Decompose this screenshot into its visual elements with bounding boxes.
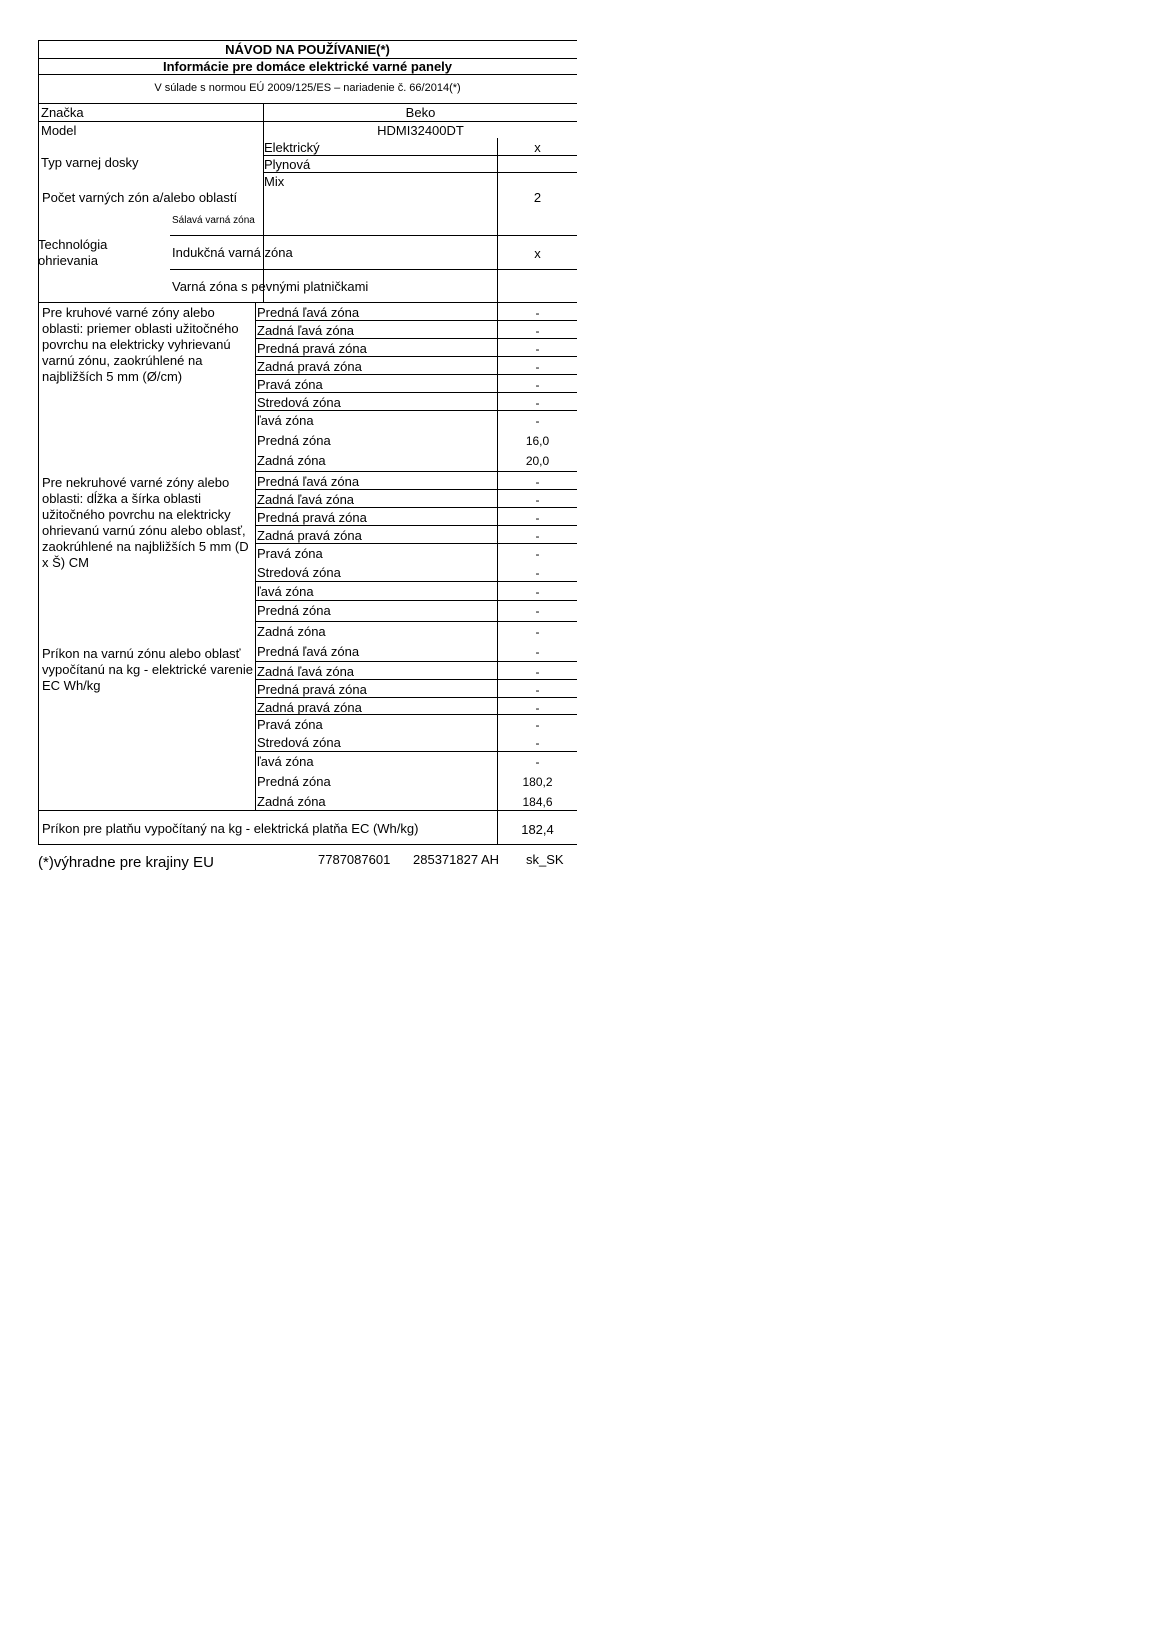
- zone-name: Stredová zóna: [257, 565, 341, 580]
- zone-value: -: [535, 378, 540, 392]
- zone-value: -: [535, 306, 540, 320]
- zone-column-divider: [255, 302, 256, 810]
- zone-value: -: [535, 342, 540, 356]
- hob-type-mix: Mix: [264, 174, 285, 189]
- hob-type-gas: Plynová: [264, 157, 311, 172]
- zone-row-divider: [255, 410, 577, 411]
- zone-name: Pravá zóna: [257, 377, 323, 392]
- zone-row-divider: [255, 543, 577, 544]
- zone-value: -: [535, 493, 540, 507]
- zone-value: 16,0: [525, 434, 550, 448]
- footer-code-2: 285371827 AH: [413, 852, 500, 867]
- heating-solid-plate: Varná zóna s pevnými platničkami: [172, 279, 369, 294]
- footer-code-1: 7787087601: [318, 852, 391, 867]
- zone-value: -: [535, 360, 540, 374]
- zone-value: -: [535, 625, 540, 639]
- zone-name: Stredová zóna: [257, 395, 341, 410]
- zone-row-divider: [255, 374, 577, 375]
- value-column-divider: [497, 138, 498, 302]
- zones-count-label: Počet varných zón a/alebo oblastí: [42, 190, 238, 205]
- brand-value: Beko: [405, 105, 436, 120]
- zone-name: Predná ľavá zóna: [257, 305, 360, 320]
- zone-value: -: [535, 645, 540, 659]
- zone-row-divider: [255, 507, 577, 508]
- zone-name: Zadná ľavá zóna: [257, 492, 355, 507]
- zone-row-divider: [255, 356, 577, 357]
- total-consumption-label: Príkon pre platňu vypočítaný na kg - elektrická platňa EC (Wh/kg): [42, 821, 419, 836]
- hob-type-electric: Elektrický: [264, 140, 320, 155]
- zone-value: -: [535, 511, 540, 525]
- zone-value: -: [535, 755, 540, 769]
- hob-type-electric-value: x: [534, 140, 541, 155]
- zone-row-divider: [255, 600, 577, 601]
- zone-row-divider: [255, 320, 577, 321]
- zone-name: Zadná zóna: [257, 453, 326, 468]
- zone-value: -: [535, 324, 540, 338]
- zone-name: Predná ľavá zóna: [257, 474, 360, 489]
- rule: [170, 235, 577, 236]
- zone-value: -: [535, 396, 540, 410]
- zone-row-divider: [255, 489, 577, 490]
- document-title: NÁVOD NA POUŽÍVANIE(*): [225, 42, 390, 57]
- table-top-border: [38, 40, 577, 41]
- rule: [263, 172, 577, 173]
- circular-zones-label: Pre kruhové varné zóny alebo oblasti: priemer oblasti užitočného povrchu na elektricky vyhrievanú varnú zónu, zaokrúhlené na najbližších 5 mm (Ø/cm): [42, 305, 239, 384]
- zone-name: Predná pravá zóna: [257, 510, 367, 525]
- zone-row-divider: [255, 392, 577, 393]
- zone-value: -: [535, 701, 540, 715]
- zone-name: ľavá zóna: [257, 754, 314, 769]
- zone-name: Predná zóna: [257, 433, 331, 448]
- zone-name: Predná pravá zóna: [257, 682, 367, 697]
- model-label: Model: [41, 123, 77, 138]
- zone-value: 20,0: [525, 454, 550, 468]
- zone-name: Predná ľavá zóna: [257, 644, 360, 659]
- rule: [38, 810, 577, 811]
- zone-value: -: [535, 566, 540, 580]
- zone-value: -: [535, 475, 540, 489]
- zones-count-value: 2: [533, 190, 542, 205]
- zone-value: -: [535, 414, 540, 428]
- zone-name: Predná pravá zóna: [257, 341, 367, 356]
- rule: [38, 74, 577, 75]
- zone-value: 180,2: [522, 775, 553, 789]
- hob-type-label: Typ varnej dosky: [41, 155, 139, 170]
- zone-name: ľavá zóna: [257, 413, 314, 428]
- zone-value: -: [535, 665, 540, 679]
- regulation-note: V súlade s normou EÚ 2009/125/ES – nariadenie č. 66/2014(*): [154, 82, 461, 94]
- heating-induction-value: x: [534, 246, 541, 261]
- zone-name: Zadná ľavá zóna: [257, 664, 355, 679]
- heating-technology-label: Technológia ohrievania: [38, 237, 108, 268]
- zone-name: ľavá zóna: [257, 584, 314, 599]
- zone-value: -: [535, 585, 540, 599]
- brand-label: Značka: [41, 105, 84, 120]
- zone-name: Zadná ľavá zóna: [257, 323, 355, 338]
- zone-name: Zadná pravá zóna: [257, 359, 362, 374]
- heating-radiant: Sálavá varná zóna: [172, 215, 255, 226]
- document-subtitle: Informácie pre domáce elektrické varné panely: [162, 59, 453, 74]
- heating-induction: Indukčná varná zóna: [172, 245, 293, 260]
- zone-value: 184,6: [522, 795, 553, 809]
- model-value: HDMI32400DT: [377, 123, 464, 138]
- table-bottom-border: [38, 844, 577, 845]
- footer-note: (*)výhradne pre krajiny EU: [38, 854, 214, 871]
- total-consumption-value: 182,4: [521, 822, 554, 837]
- zone-row-divider: [255, 338, 577, 339]
- zone-value: -: [535, 683, 540, 697]
- zone-value: -: [535, 547, 540, 561]
- zone-value: -: [535, 604, 540, 618]
- zone-row-divider: [255, 679, 577, 680]
- zone-name: Zadná pravá zóna: [257, 700, 362, 715]
- zone-name: Zadná zóna: [257, 794, 326, 809]
- rule: [38, 121, 577, 122]
- zone-name: Zadná zóna: [257, 624, 326, 639]
- zone-row-divider: [255, 581, 577, 582]
- noncircular-zones-label: Pre nekruhové varné zóny alebo oblasti: dĺžka a šírka oblasti užitočného povrchu na elektricky ohrievanú varnú zónu alebo oblasť, zaokrúhlené na najbližších 5 mm (D x Š) CM: [42, 475, 249, 570]
- zone-name: Zadná pravá zóna: [257, 528, 362, 543]
- zone-value: -: [535, 736, 540, 750]
- zone-row-divider: [255, 471, 577, 472]
- zone-name: Pravá zóna: [257, 546, 323, 561]
- zone-name: Predná zóna: [257, 774, 331, 789]
- zone-value: -: [535, 718, 540, 732]
- rule: [263, 155, 577, 156]
- zone-name: Predná zóna: [257, 603, 331, 618]
- rule: [38, 103, 577, 104]
- zone-row-divider: [255, 751, 577, 752]
- zone-row-divider: [255, 621, 577, 622]
- zone-row-divider: [255, 697, 577, 698]
- rule: [170, 269, 577, 270]
- zone-row-divider: [255, 525, 577, 526]
- zone-row-divider: [255, 661, 577, 662]
- zone-name: Stredová zóna: [257, 735, 341, 750]
- footer-locale: sk_SK: [526, 852, 564, 867]
- consumption-label: Príkon na varnú zónu alebo oblasť vypočítanú na kg - elektrické varenie EC Wh/kg: [42, 646, 253, 693]
- table-left-border: [38, 40, 39, 844]
- zone-name: Pravá zóna: [257, 717, 323, 732]
- zone-value: -: [535, 529, 540, 543]
